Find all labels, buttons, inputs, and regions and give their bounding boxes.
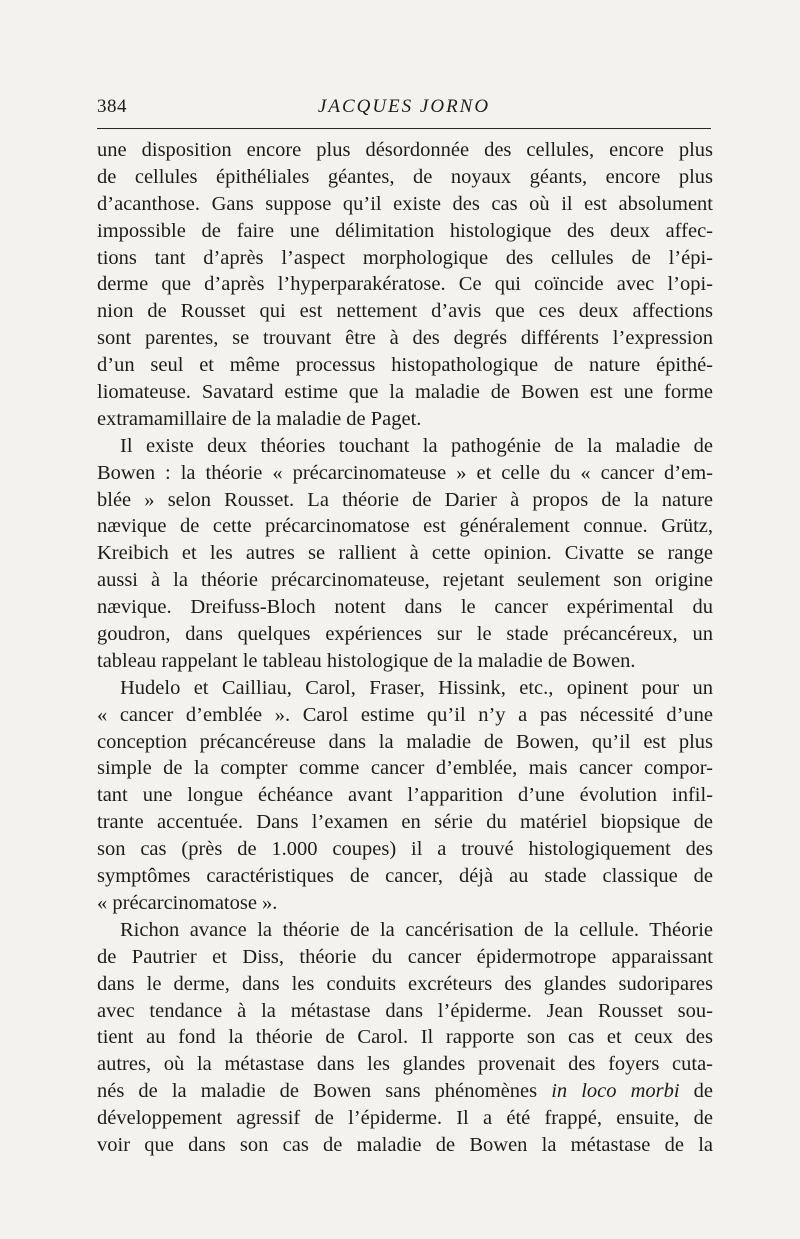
text-line: derme que d’après l’hyperparakératose. Ce qui coïncide avec l’opi- [97, 273, 713, 296]
text-line: une disposition encore plus désordonnée des cellules, encore plus [97, 139, 713, 161]
text-line: de Pautrier et Diss, théorie du cancer épidermotrope apparaissant [97, 945, 713, 968]
text-line: blée » selon Rousset. La théorie de Darier à propos de la nature [97, 488, 713, 511]
text-line: extramamillaire de la maladie de Paget. [97, 407, 422, 430]
text-line: tions tant d’après l’aspect morphologique des cellules de l’épi- [97, 246, 713, 269]
text-line: nion de Rousset qui est nettement d’avis que ces deux affections [97, 300, 713, 323]
text-line: Hudelo et Cailliau, Carol, Fraser, Hissink, etc., opinent pour un [120, 676, 713, 699]
text-line: liomateuse. Savatard estime que la maladie de Bowen est une forme [97, 381, 713, 404]
text-line: tableau rappelant le tableau histologique de la maladie de Bowen. [97, 649, 636, 672]
text-line: trante accentuée. Dans l’examen en série du matériel biopsique de [97, 811, 713, 834]
text-line: conception précancéreuse dans la maladie de Bowen, qu’il est plus [97, 730, 713, 753]
text-line: goudron, dans quelques expériences sur le stade précancéreux, un [97, 623, 713, 646]
text-line: dans le derme, dans les conduits excréteurs des glandes sudoripares [97, 972, 713, 995]
body-text [97, 137, 713, 1159]
text-line: de cellules épithéliales géantes, de noyaux géants, encore plus [97, 165, 713, 188]
text-line-mixed [97, 1078, 713, 1105]
text-line: aussi à la théorie précarcinomateuse, rejetant seulement son origine [97, 569, 713, 592]
text-line: simple de la compter comme cancer d’emblée, mais cancer compor- [97, 757, 713, 780]
page-header [97, 96, 711, 124]
text-line: tant une longue échéance avant l’apparition d’une évolution infil- [97, 784, 713, 807]
text-line: Kreibich et les autres se rallient à cette opinion. Civatte se range [97, 542, 713, 565]
text-line: sont parentes, se trouvant être à des degrés différents l’expression [97, 327, 713, 350]
text-line: voir que dans son cas de maladie de Bowen la métastase de la [97, 1133, 713, 1156]
text-line: nævique. Dreifuss-Bloch notent dans le cancer expérimental du [97, 596, 713, 619]
text-line: Richon avance la théorie de la cancérisation de la cellule. Théorie [120, 918, 713, 941]
text-line: nævique de cette précarcinomatose est généralement connue. Grütz, [97, 515, 713, 538]
text-line: développement agressif de l’épiderme. Il a été frappé, ensuite, de [97, 1107, 713, 1130]
italic-term: in loco morbi [551, 1080, 680, 1103]
text-line: « cancer d’emblée ». Carol estime qu’il n’y a pas nécessité d’une [97, 703, 713, 726]
text-line: avec tendance à la métastase dans l’épiderme. Jean Rousset sou- [97, 999, 713, 1022]
page-number: 384 [97, 96, 127, 117]
text-line: d’acanthose. Gans suppose qu’il existe des cas où il est absolument [97, 192, 713, 215]
text-line: autres, où la métastase dans les glandes provenait des foyers cuta- [97, 1053, 713, 1076]
text-line: d’un seul et même processus histopathologique de nature épithé- [97, 354, 713, 377]
text-run: nés de la maladie de Bowen sans phénomènes [97, 1080, 538, 1103]
running-head: JACQUES JORNO [317, 96, 491, 117]
text-line: « précarcinomatose ». [97, 891, 278, 914]
text-line: symptômes caractéristiques de cancer, déjà au stade classique de [97, 865, 713, 888]
text-line: tient au fond la théorie de Carol. Il rapporte son cas et ceux des [97, 1026, 713, 1049]
header-rule [97, 128, 711, 129]
text-line: Il existe deux théories touchant la pathogénie de la maladie de [120, 434, 713, 457]
text-line: impossible de faire une délimitation histologique des deux affec- [97, 219, 713, 242]
text-line: son cas (près de 1.000 coupes) il a trouvé histologiquement des [97, 838, 713, 861]
text-run: de [693, 1080, 713, 1103]
text-line: Bowen : la théorie « précarcinomateuse » et celle du « cancer d’em- [97, 461, 713, 484]
